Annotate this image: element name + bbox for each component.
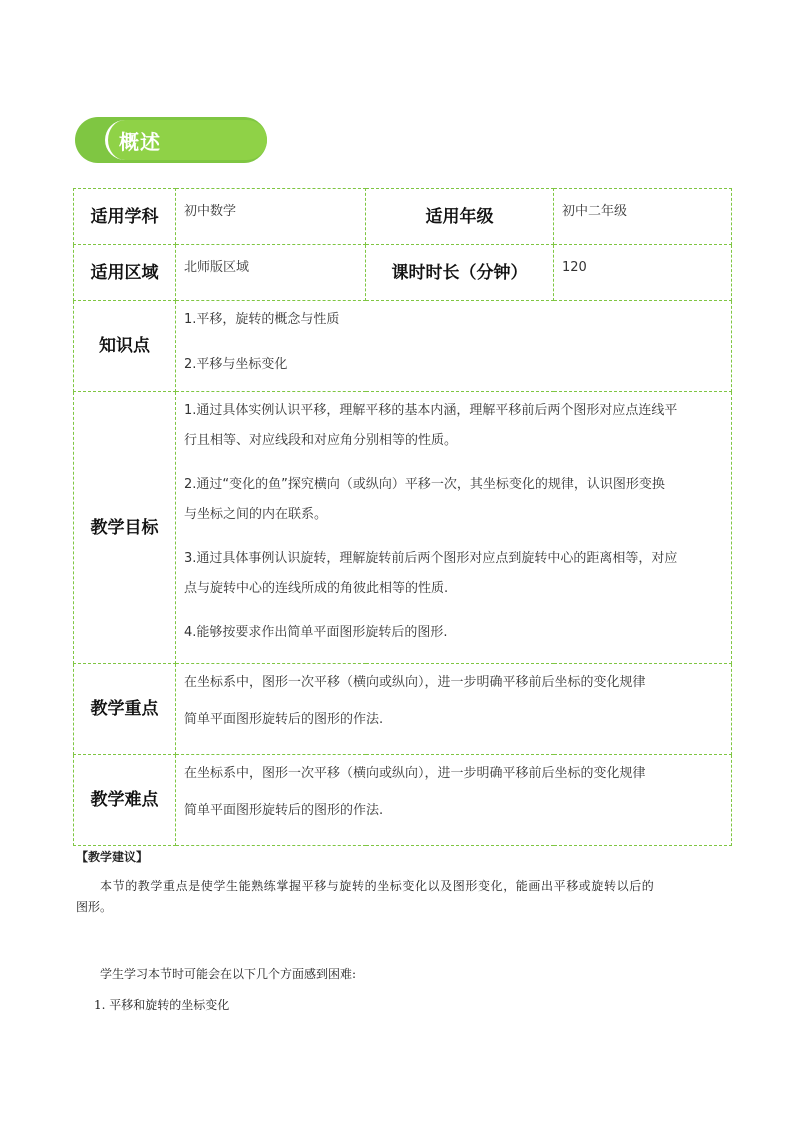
table-row xyxy=(74,189,732,245)
table-row xyxy=(74,245,732,301)
region-label: 适用区域 xyxy=(74,245,176,301)
difficulty-item: 在坐标系中，图形一次平移（横向或纵向），进一步明确平移前后坐标的变化规律 xyxy=(184,766,646,781)
keypoint-item: 在坐标系中，图形一次平移（横向或纵向），进一步明确平移前后坐标的变化规律 xyxy=(184,675,646,690)
subject-label: 适用学科 xyxy=(74,189,176,245)
table-row xyxy=(74,301,732,392)
difficulties-cell xyxy=(176,755,732,846)
difficulty-item: 简单平面图形旋转后的图形的作法. xyxy=(184,803,384,818)
objective-line: 点与旋转中心的连线所成的角彼此相等的性质. xyxy=(184,581,449,596)
suggestion-title: 【教学建议】 xyxy=(76,850,149,864)
difficulties-label: 教学难点 xyxy=(74,755,176,846)
section-title-badge xyxy=(75,117,267,163)
table-row xyxy=(74,755,732,846)
teaching-suggestion xyxy=(76,848,726,1013)
objective-line: 1.通过具体实例认识平移，理解平移的基本内涵，理解平移前后两个图形对应点连线平 xyxy=(184,403,678,418)
table-row xyxy=(74,392,732,664)
knowledge-item: 1.平移，旋转的概念与性质 xyxy=(184,312,340,327)
objective-line: 与坐标之间的内在联系。 xyxy=(184,507,328,522)
objective-line: 4.能够按要求作出简单平面图形旋转后的图形. xyxy=(184,625,448,640)
objectives-cell xyxy=(176,392,732,664)
keypoints-label: 教学重点 xyxy=(74,664,176,755)
knowledge-cell xyxy=(176,301,732,392)
duration-value: 120 xyxy=(554,245,732,301)
knowledge-item: 2.平移与坐标变化 xyxy=(184,357,288,372)
table-row xyxy=(74,664,732,755)
difficulty-intro: 学生学习本节时可能会在以下几个方面感到困难: xyxy=(100,967,357,981)
objective-line: 2.通过“变化的鱼”探究横向（或纵向）平移一次，其坐标变化的规律，认识图形变换 xyxy=(184,477,665,492)
section-title: 概述 xyxy=(119,130,161,154)
suggestion-paragraph-cont: 图形。 xyxy=(76,900,113,914)
grade-label: 适用年级 xyxy=(366,189,554,245)
objective-line: 行且相等、对应线段和对应角分别相等的性质。 xyxy=(184,433,458,448)
duration-label: 课时时长（分钟） xyxy=(366,245,554,301)
subject-value: 初中数学 xyxy=(176,189,366,245)
difficulty-list-item: 1. 平移和旋转的坐标变化 xyxy=(94,998,230,1012)
objectives-label: 教学目标 xyxy=(74,392,176,664)
knowledge-label: 知识点 xyxy=(74,301,176,392)
grade-value: 初中二年级 xyxy=(554,189,732,245)
region-value: 北师版区域 xyxy=(176,245,366,301)
keypoint-item: 简单平面图形旋转后的图形的作法. xyxy=(184,712,384,727)
suggestion-paragraph: 本节的教学重点是使学生能熟练掌握平移与旋转的坐标变化以及图形变化，能画出平移或旋转以后的 xyxy=(100,879,655,893)
course-info-table xyxy=(73,188,732,846)
objective-line: 3.通过具体事例认识旋转，理解旋转前后两个图形对应点到旋转中心的距离相等，对应 xyxy=(184,551,678,566)
keypoints-cell xyxy=(176,664,732,755)
